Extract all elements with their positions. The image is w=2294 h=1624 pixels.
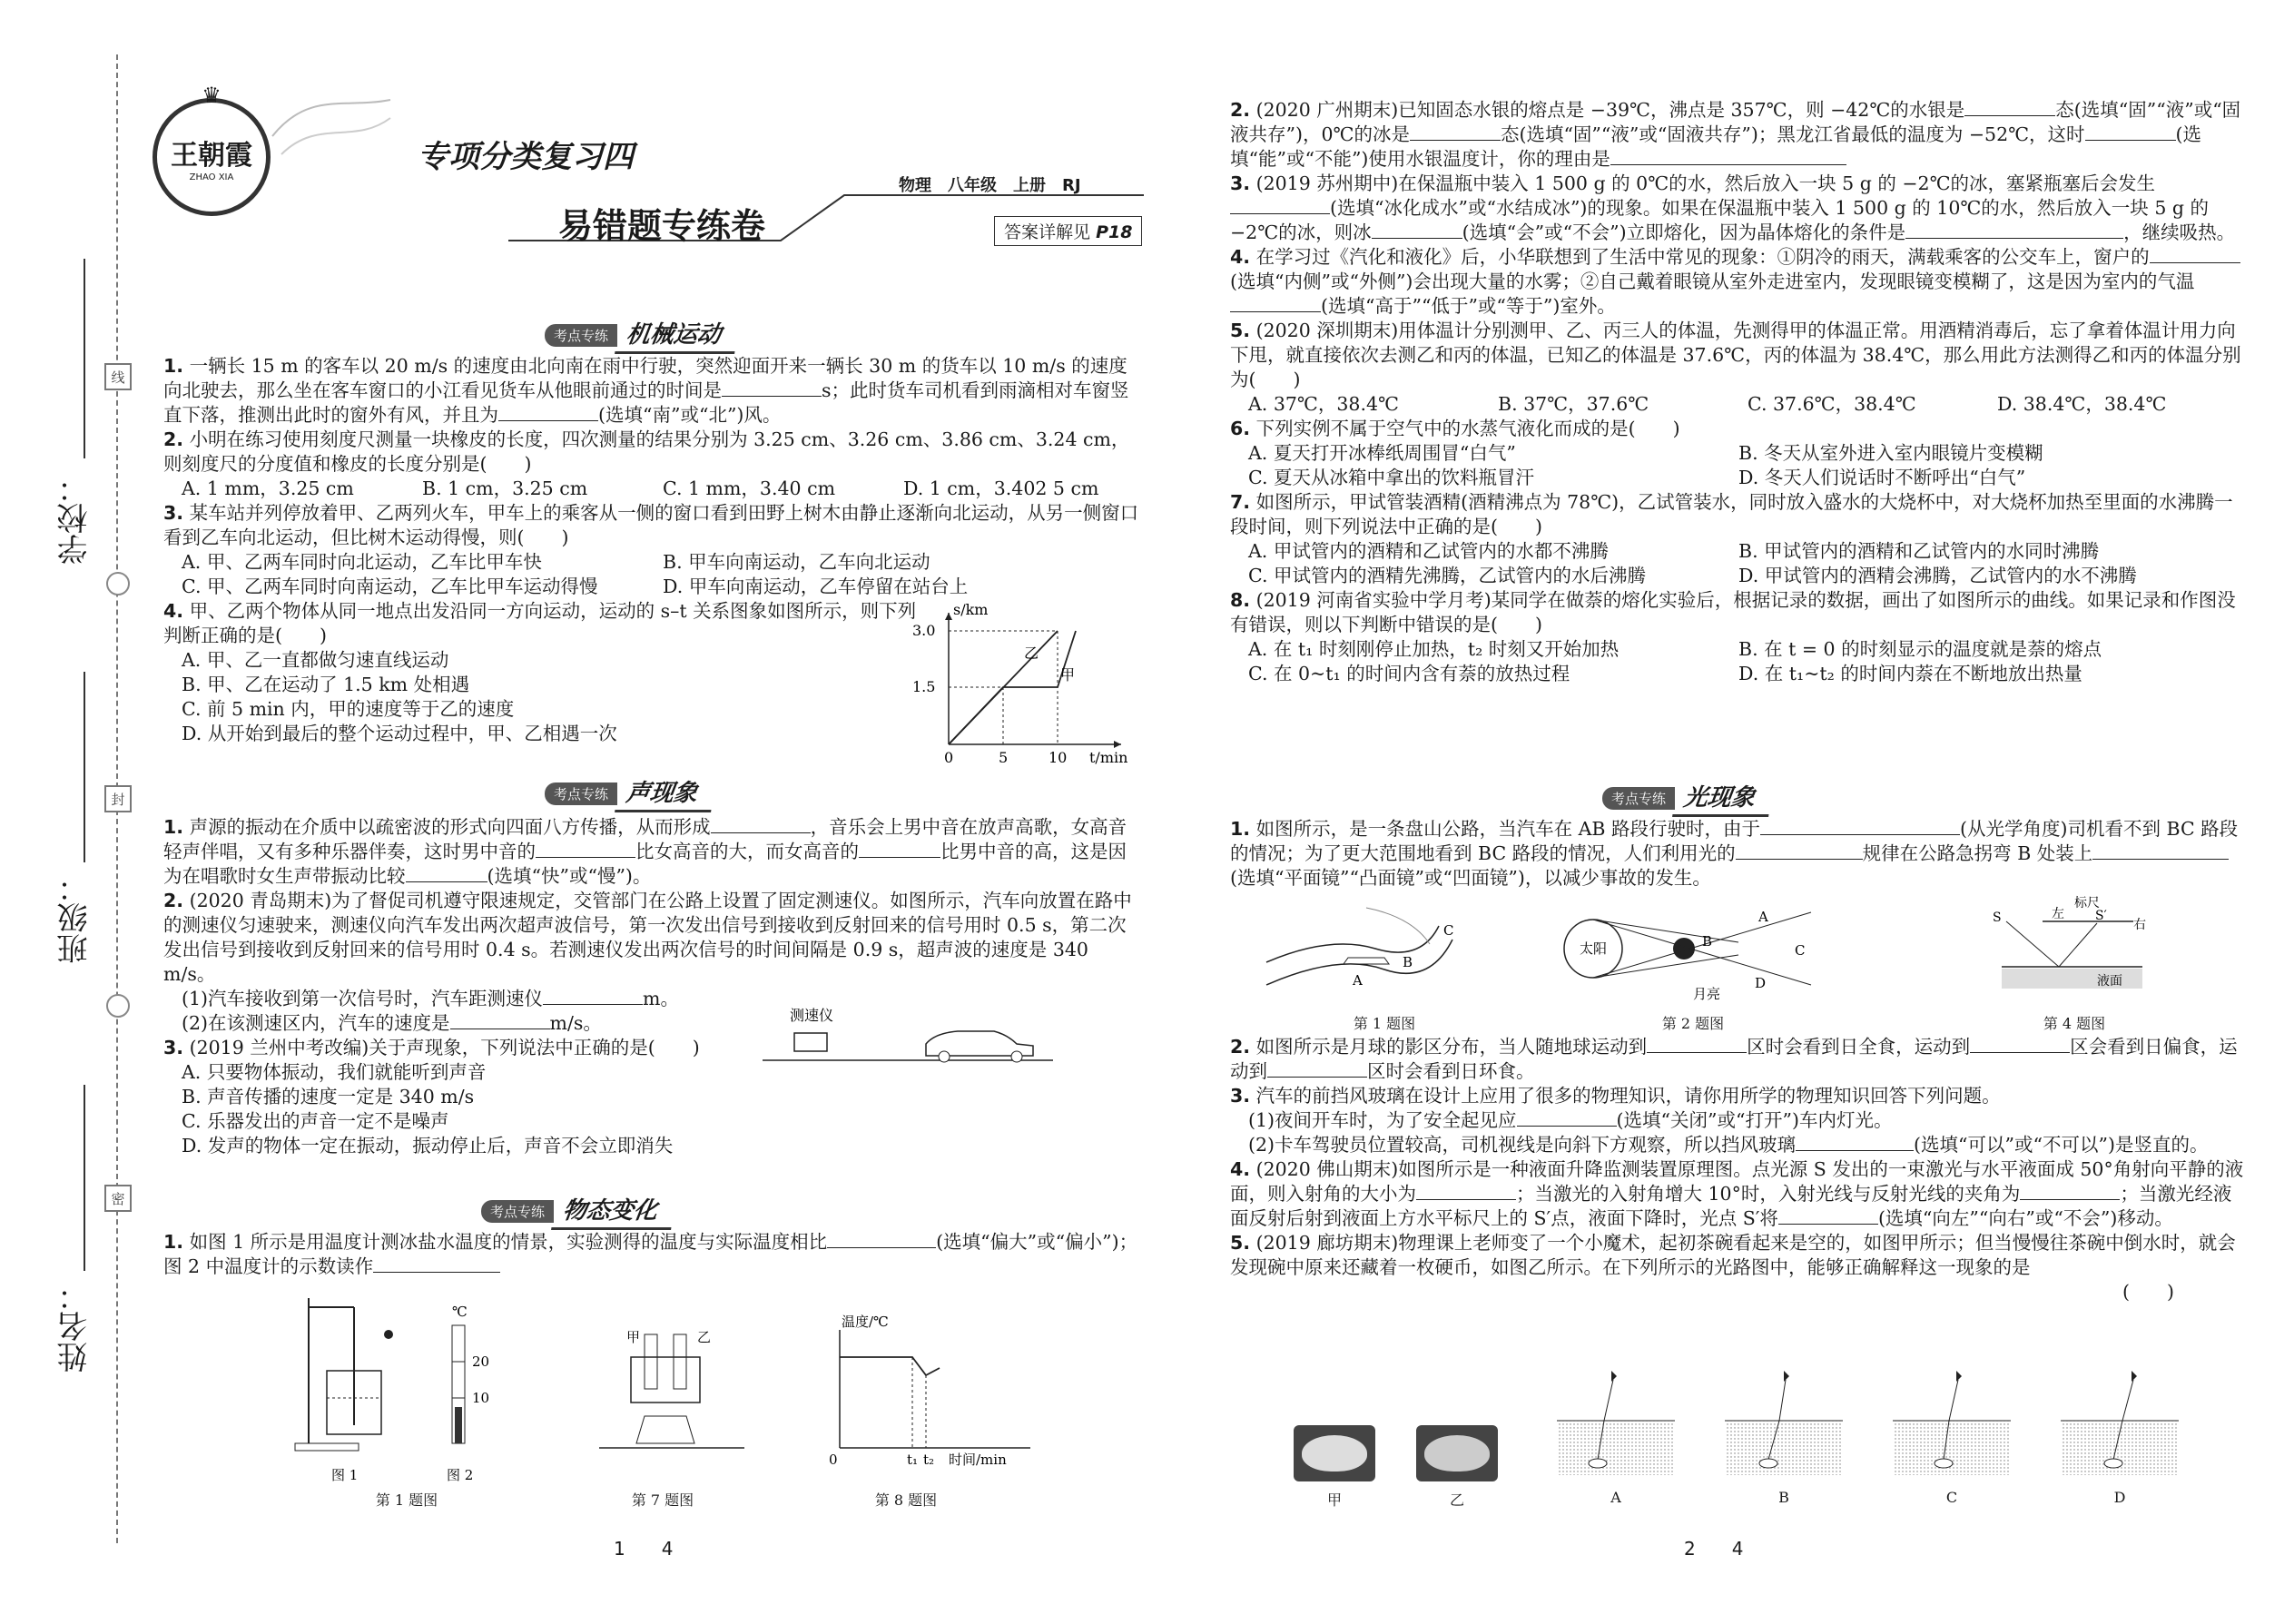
question-text: (2020 广州期末)已知固态水银的熔点是 −39℃，沸点是 357℃，则 −42℃的水银是 — [1255, 99, 1965, 121]
tick-label: 3.0 — [912, 622, 936, 639]
question-text: (1)汽车接收到第一次信号时，汽车距测速仪 — [182, 988, 544, 1009]
question — [163, 599, 926, 648]
option-label: D — [2113, 1489, 2126, 1506]
question-text: (2020 青岛期末)为了督促司机遵守限速规定，交管部门在公路上设置了固定测速仪。如图所示，汽车向放置在路中的测速仪匀速驶来，测速仪向汽车发出两次超声波信号，第一次发出信号到接收到反射回来的信号用时 0.5 s，第二次发出信号到接收到反射回来的信号用时 0.4 s。若测速仪发出两次信号的时间间隔是 0.9 s，超声波的速度是 340 m/s。 — [163, 890, 1132, 985]
question-text: (选填“快”或“慢”)。 — [487, 865, 652, 887]
question-number: 5. — [1230, 320, 1251, 341]
question-text: (2019 河南省实验中学月考)某同学在做萘的熔化实验后，根据记录的数据，画出了如图所示的曲线。如果记录和作图没有错误，则以下判断中错误的是( ) — [1230, 589, 2236, 635]
binding-margin — [0, 0, 145, 1624]
logo-sub: ZHAO XIA — [189, 172, 234, 182]
ray-diagram-C[interactable] — [1884, 1362, 2020, 1484]
option[interactable]: C. 夏天从冰箱中拿出的饮料瓶冒汗 — [1248, 467, 1534, 488]
question-text: 一辆长 15 m 的客车以 20 m/s 的速度由北向南在雨中行驶，突然迎面开来一辆长 30 m 的货车以 10 m/s 的速度向北驶去，那么坐在客车窗口的小江看见货车从他眼前通过的时间是 — [163, 355, 1127, 401]
option[interactable]: D. 甲试管内的酒精会沸腾，乙试管内的水不沸腾 — [1738, 565, 2137, 586]
source-label: S — [1993, 910, 2002, 925]
question — [163, 1230, 1144, 1279]
answer-blank[interactable] — [1416, 1183, 1516, 1200]
moon-label: 月亮 — [1693, 986, 1721, 1002]
option[interactable]: D. 38.4℃，38.4℃ — [1997, 393, 2167, 415]
options — [163, 477, 1144, 501]
section-tag: 考点专练 — [481, 1200, 554, 1223]
question — [1230, 1231, 2247, 1280]
ruler-label: 标尺 — [2074, 896, 2100, 910]
question-text: 规律在公路急拐弯 B 处装上 — [1862, 842, 2093, 864]
tick-label: t₂ — [923, 1452, 935, 1468]
options — [1230, 392, 2247, 417]
figure-label: 测速仪 — [790, 1007, 834, 1024]
question-text: 比男中音的高，这是因为在唱歌时女生声带振动比较 — [163, 841, 1127, 887]
bowl-jia — [1294, 1425, 1375, 1481]
options — [163, 550, 1144, 599]
sound-questions — [163, 815, 1144, 1158]
class-line[interactable] — [84, 672, 85, 862]
question-text: (2)卡车驾驶员位置较高，司机视线是向斜下方观察，所以挡风玻璃 — [1248, 1134, 1797, 1156]
state-questions — [163, 1230, 1144, 1279]
figure-caption: 第 7 题图 — [631, 1491, 694, 1509]
question-text: 如图 1 所示是用温度计测冰盐水温度的情景，实验测得的温度与实际温度相比 — [189, 1231, 828, 1253]
answer-blank[interactable] — [2150, 246, 2240, 263]
question-number: 4. — [1230, 1158, 1251, 1180]
question-text: (选填“高于”“低于”或“等于”)室外。 — [1321, 295, 1616, 317]
tick-label: 20 — [472, 1353, 490, 1370]
question-number: 2. — [163, 890, 184, 911]
answer-blank[interactable] — [450, 1012, 550, 1029]
question-number: 3. — [1230, 172, 1251, 194]
section-header-state — [481, 1192, 674, 1230]
answer-blank[interactable] — [1736, 842, 1863, 860]
coin-icon — [2104, 1459, 2122, 1468]
seal-mark: 线 — [104, 363, 132, 390]
question-text: 态(选填“固”“液”或“固液共存”)；黑龙江省最低的温度为 −52℃，这时 — [1500, 123, 2085, 145]
option[interactable]: B. 37℃，37.6℃ — [1498, 393, 1649, 415]
crown-icon: ♛ — [202, 83, 222, 108]
class-label: 班级： — [57, 871, 94, 964]
seal-mark: 封 — [104, 785, 132, 812]
question-text: (选填“向左”“向右”或“不会”)移动。 — [1877, 1207, 2173, 1229]
question-number: 2. — [1230, 1036, 1251, 1058]
option[interactable]: A. 甲、乙两车同时向北运动，乙车比甲车快 — [182, 551, 542, 573]
state-questions-cont — [1230, 98, 2247, 686]
answer-ref-page: P18 — [1096, 222, 1133, 242]
school-line[interactable] — [84, 259, 85, 458]
answer-blank[interactable] — [543, 988, 643, 1005]
eye-icon — [1784, 1371, 1789, 1382]
figure-label: 甲 — [1326, 1491, 1342, 1509]
question-text: (选填“冰化成水”或“水结成冰”)的现象。如果在保温瓶中装入 1 500 g 的 10℃的水，然后放入一块 5 g 的 −2℃的冰，则冰 — [1230, 197, 2210, 243]
coin-icon — [1935, 1459, 1953, 1468]
st-graph — [908, 604, 1144, 772]
option[interactable]: B. 冬天从室外进入室内眼镜片变模糊 — [1738, 442, 2043, 464]
question-text: 如图所示，甲试管装酒精(酒精沸点为 78℃)，乙试管装水，同时放入盛水的大烧杯中，对大烧杯加热至里面的水沸腾一段时间，则下列说法中正确的是( ) — [1230, 491, 2233, 537]
question-text: 如图所示，是一条盘山公路，当汽车在 AB 路段行驶时，由于 — [1255, 818, 1760, 840]
question — [1230, 319, 2247, 392]
sub-question — [1230, 1108, 2247, 1133]
question — [1230, 588, 2247, 637]
dir-label: 右 — [2133, 918, 2146, 932]
question-text: (2019 苏州期中)在保温瓶中装入 1 500 g 的 0℃的水，然后放入一块 5 g 的 −2℃的冰，塞紧瓶塞后会发生 — [1255, 172, 2156, 194]
question-text: (选填“关闭”或“打开”)车内灯光。 — [1616, 1109, 1893, 1131]
series-title: 专项分类复习四 — [418, 139, 634, 175]
answer-ref — [994, 216, 1142, 246]
section-header-motion — [545, 316, 737, 354]
question-text: (2019 廊坊期末)物理课上老师变了一个小魔术，起初茶碗看起来是空的，如图甲所示；但当慢慢往茶碗中倒水时，就会发现碗中原来还藏着一枚硬币，如图乙所示。在下列所示的光路图中，能够正确解释这一现象的是 — [1230, 1232, 2236, 1278]
bowl-yi — [1416, 1425, 1498, 1481]
boiling-tubes-figure — [599, 1325, 744, 1471]
series-label: 甲 — [1060, 666, 1076, 684]
answer-blank[interactable] — [1647, 1036, 1747, 1053]
option-label: B — [1778, 1489, 1789, 1506]
binding-hole — [106, 572, 130, 595]
answer-blank[interactable] — [536, 841, 635, 858]
eye-icon — [384, 1330, 393, 1339]
subject-line: 物理 八年级 上册 RJ — [899, 176, 1081, 195]
beaker — [631, 1357, 700, 1403]
question-text: (选填“南”或“北”)风。 — [598, 404, 782, 426]
option[interactable]: B. 甲、乙在运动了 1.5 km 处相遇 — [182, 674, 470, 695]
option[interactable]: D. 在 t₁~t₂ 的时间内萘在不断地放出热量 — [1738, 663, 2082, 684]
option[interactable]: B. 声音传播的速度一定是 340 m/s — [182, 1086, 475, 1107]
answer-blank[interactable] — [1372, 221, 1462, 239]
question — [163, 889, 1144, 987]
question-text: 甲、乙两个物体从同一地点出发沿同一方向运动，运动的 s–t 关系图象如图所示，则下列判断正确的是( ) — [163, 600, 917, 646]
figure-caption: 第 4 题图 — [2043, 1015, 2106, 1032]
answer-blank[interactable] — [1796, 1134, 1914, 1151]
section-title: 物态变化 — [551, 1192, 676, 1230]
zone-label: C — [1795, 942, 1806, 959]
school-label: 学校： — [57, 472, 94, 565]
answer-blank[interactable] — [1410, 123, 1501, 141]
answer-blank[interactable] — [1610, 148, 1846, 165]
option[interactable]: D. 发声的物体一定在振动，振动停止后，声音不会立即消失 — [182, 1135, 674, 1156]
dir-label: 左 — [2052, 907, 2064, 921]
question-text: (1)夜间开车时，为了安全起见应 — [1248, 1109, 1517, 1131]
option[interactable]: A. 甲、乙一直都做匀速直线运动 — [182, 649, 449, 671]
question — [1230, 1157, 2247, 1231]
question-text: m/s。 — [549, 1012, 602, 1034]
figure-label: 图 1 — [331, 1467, 359, 1483]
options — [163, 1060, 1144, 1158]
answer-blank[interactable] — [1517, 1109, 1617, 1127]
light-questions — [1230, 817, 2247, 891]
sun-label: 太阳 — [1580, 940, 1608, 957]
question-text: (2019 兰州中考改编)关于声现象，下列说法中正确的是( ) — [189, 1037, 700, 1058]
question — [1230, 490, 2247, 539]
answer-blank[interactable] — [859, 841, 940, 858]
option[interactable]: C. 前 5 min 内，甲的速度等于乙的速度 — [182, 698, 515, 720]
speed-camera-figure — [763, 1006, 1053, 1069]
question — [1230, 417, 2247, 441]
tick-label: 10 — [472, 1390, 490, 1406]
question-number: 1. — [1230, 818, 1251, 840]
question-text: ，音乐会上男中音在放声高歌，女高音轻声伴唱，又有多种乐器伴奏，这时男中音的 — [163, 816, 1127, 862]
unit-label: ℃ — [452, 1304, 468, 1320]
option[interactable]: C. 甲试管内的酒精先沸腾，乙试管内的水后沸腾 — [1248, 565, 1646, 586]
question-text: (2020 深圳期末)用体温计分别测甲、乙、丙三人的体温，先测得甲的体温正常。用酒精消毒后，忘了拿着体温计用力向下甩，就直接依次去测乙和丙的体温，已知乙的体温是 37.6℃，丙的体温为 38.4℃，那么用此方法测得乙和丙的体温分别为( ) — [1230, 320, 2241, 390]
option[interactable]: D. 甲车向南运动，乙车停留在站台上 — [663, 576, 969, 597]
figure-label: 乙 — [1449, 1491, 1464, 1509]
question-number: 3. — [1230, 1085, 1251, 1107]
ribbon-decoration — [263, 82, 399, 182]
answer-blank[interactable] — [2085, 123, 2176, 141]
answer-blank[interactable] — [1970, 1036, 2070, 1053]
test-tube — [645, 1334, 657, 1389]
sub-question — [1230, 1133, 2247, 1157]
question-text: (选填“平面镜”“凸面镜”或“凹面镜”)，以减少事故的发生。 — [1230, 867, 1711, 889]
question-number: 2. — [163, 428, 184, 450]
question — [1230, 172, 2247, 245]
spot-label: S′ — [2095, 909, 2107, 923]
section-tag: 考点专练 — [545, 782, 617, 805]
question — [1230, 1084, 2247, 1108]
ray-diagram-A[interactable] — [1548, 1362, 1684, 1484]
answer-blank[interactable] — [498, 404, 598, 421]
answer-blank[interactable] — [2092, 842, 2229, 860]
option[interactable]: B. 1 cm，3.25 cm — [422, 477, 588, 499]
question — [1230, 98, 2247, 172]
question — [163, 428, 1144, 477]
option[interactable]: A. 1 mm，3.25 cm — [182, 477, 354, 499]
ray-diagram-D[interactable] — [2052, 1362, 2188, 1484]
right-page — [1148, 0, 2294, 1624]
question-text: 小明在练习使用刻度尺测量一块橡皮的长度，四次测量的结果分别为 3.25 cm、3.26 cm、3.86 cm、3.24 cm，则刻度尺的分度值和橡皮的长度分别是( ) — [163, 428, 1130, 475]
question-text: 在学习过《汽化和液化》后，小华联想到了生活中常见的现象：①阴冷的雨天，满载乘客的公交车上，窗户的 — [1255, 246, 2150, 268]
question-text: 区会看到日偏食，运动到 — [1230, 1036, 2238, 1082]
answer-blank[interactable] — [1778, 1207, 1878, 1225]
question-number: 1. — [163, 816, 184, 838]
question-text: (选填“可以”或“不可以”)是竖直的。 — [1914, 1134, 2209, 1156]
figure-label: 图 2 — [447, 1467, 474, 1483]
question-text: 区时会看到日环食。 — [1367, 1060, 1535, 1082]
tick-label: 10 — [1049, 749, 1068, 766]
paper-title: 易错题专练卷 — [558, 205, 766, 246]
question-number: 6. — [1230, 418, 1251, 439]
question-number: 1. — [163, 1231, 184, 1253]
axis-label: t/min — [1089, 749, 1128, 766]
question-number: 4. — [1230, 246, 1251, 268]
binding-hole — [106, 994, 130, 1018]
option[interactable]: B. 甲车向南运动，乙车向北运动 — [663, 551, 930, 573]
question-number: 3. — [163, 502, 184, 524]
eye-icon — [2132, 1371, 2137, 1382]
option-label: C — [1945, 1489, 1958, 1506]
question — [1230, 817, 2247, 891]
figure-caption: 第 2 题图 — [1661, 1015, 1725, 1032]
temperature-curve — [840, 1357, 940, 1375]
question — [1230, 245, 2247, 319]
mountain-road-figure — [1257, 899, 1475, 1008]
figure-caption: 第 1 题图 — [1353, 1015, 1416, 1032]
question-text: 汽车的前挡风玻璃在设计上应用了很多的物理知识，请你用所学的物理知识回答下列问题。 — [1255, 1085, 2001, 1107]
question-text: 态(选填“固”“液”或“固液共存”)，0℃的冰是 — [1230, 99, 2241, 145]
question-text: (选填“内侧”或“外侧”)会出现大量的水雾；②自己戴着眼镜从室外走进室内，发现眼镜变模糊了，这是因为室内的气温 — [1230, 271, 2195, 292]
question-text: ；当激光的入射角增大 10°时，入射光线与反射光线的夹角为 — [1516, 1183, 2021, 1205]
question-text: (选填“能”或“不能”)使用水银温度计，你的理由是 — [1230, 123, 2202, 170]
option[interactable]: D. 从开始到最后的整个运动过程中，甲、乙相遇一次 — [182, 723, 617, 744]
zone-label: A — [1758, 909, 1768, 925]
question-number: 2. — [1230, 99, 1251, 121]
option[interactable]: A. 只要物体振动，我们就能听到声音 — [182, 1061, 487, 1083]
axis-label: 时间/min — [949, 1452, 1007, 1468]
options — [1230, 637, 2247, 686]
question-number: 3. — [163, 1037, 184, 1058]
axis-label: 温度/℃ — [842, 1314, 889, 1330]
answer-blank[interactable] — [1964, 99, 2055, 116]
question-text: ；当激光经液面反射后射到液面上方水平标尺上的 S′点，液面下降时，光点 S′将 — [1230, 1183, 2232, 1229]
test-tube — [674, 1334, 686, 1389]
eclipse-figure — [1557, 899, 1820, 1008]
section-tag: 考点专练 — [545, 324, 617, 347]
section-title: 光现象 — [1672, 779, 1774, 817]
options — [1230, 539, 2247, 588]
section-tag: 考点专练 — [1602, 787, 1675, 810]
question-text: m。 — [643, 988, 679, 1009]
tick-label: 5 — [999, 749, 1009, 766]
name-line[interactable] — [84, 1085, 85, 1271]
option[interactable]: A. 37℃，38.4℃ — [1248, 393, 1399, 415]
question — [1230, 1035, 2247, 1084]
zone-label: D — [1755, 975, 1767, 991]
question-text: 下列实例不属于空气中的水蒸气液化而成的是( ) — [1255, 418, 1680, 439]
liquid-level-figure — [1988, 894, 2151, 1003]
question — [163, 354, 1144, 428]
ray-diagram-B[interactable] — [1716, 1362, 1852, 1484]
section-header-sound — [545, 774, 714, 812]
question-text: ，继续吸热。 — [2123, 221, 2236, 243]
option[interactable]: C. 乐器发出的声音一定不是噪声 — [182, 1110, 449, 1132]
question-text: 某车站并列停放着甲、乙两列火车，甲车上的乘客从一侧的窗口看到田野上树木由静止逐渐向北运动，从另一侧窗口看到乙车向北运动，但比树木运动得慢，则( ) — [163, 502, 1139, 548]
option[interactable]: C. 在 0~t₁ 的时间内含有萘的放热过程 — [1248, 663, 1570, 684]
answer-blank[interactable] — [1267, 1060, 1367, 1078]
liquid-label: 液面 — [2097, 974, 2122, 989]
page-number: 1 4 — [614, 1538, 674, 1560]
logo — [153, 83, 271, 216]
option[interactable]: B. 在 t = 0 的时刻显示的温度就是萘的熔点 — [1738, 638, 2102, 660]
option[interactable]: A. 甲试管内的酒精和乙试管内的水都不沸腾 — [1248, 540, 1609, 562]
figure-caption: 第 1 题图 — [375, 1491, 438, 1509]
option[interactable]: A. 在 t₁ 时刻刚停止加热，t₂ 时刻又开始加热 — [1248, 638, 1620, 660]
question-text: 如图所示是月球的影区分布，当人随地球运动到 — [1255, 1036, 1648, 1058]
point-label: B — [1403, 954, 1413, 970]
zone-label: B — [1702, 933, 1713, 950]
question-number: 1. — [163, 355, 184, 377]
melting-curve-figure — [812, 1312, 1049, 1475]
question — [163, 501, 1144, 550]
question — [163, 815, 1144, 889]
thermometer-figures — [290, 1280, 527, 1498]
question-text: (选填“偏大”或“偏小”)；图 2 中温度计的示数读作 — [163, 1231, 1138, 1277]
logo-text: 王朝霞 — [171, 139, 252, 172]
page-number: 2 4 — [1684, 1538, 1744, 1560]
answer-blank[interactable] — [1230, 197, 1330, 214]
question-text: (从光学角度)司机看不到 BC 路段的情况；为了更大范围地看到 BC 路段的情况，人们利用光的 — [1230, 818, 2239, 864]
tick-label: 0 — [829, 1452, 838, 1468]
option[interactable]: C. 1 mm，3.40 cm — [663, 477, 836, 499]
label: 甲 — [626, 1329, 641, 1345]
option[interactable]: D. 1 cm，3.402 5 cm — [903, 477, 1099, 499]
axis-label: s/km — [953, 604, 989, 618]
tick-label: 0 — [944, 749, 954, 766]
light-questions-cont — [1230, 1035, 2247, 1304]
option-label: A — [1610, 1489, 1621, 1506]
question-text: 声源的振动在介质中以疏密波的形式向四面八方传播，从而形成 — [189, 816, 711, 838]
car-icon — [1344, 958, 1389, 964]
question-number: 7. — [1230, 491, 1251, 513]
question-number: 5. — [1230, 1232, 1251, 1254]
option[interactable]: B. 甲试管内的酒精和乙试管内的水同时沸腾 — [1738, 540, 2100, 562]
answer-blank[interactable] — [2020, 1183, 2120, 1200]
eye-icon — [1611, 1371, 1617, 1382]
question-text: 区时会看到日全食，运动到 — [1747, 1036, 1971, 1058]
coin-icon — [1589, 1459, 1607, 1468]
answer-blank[interactable] — [1760, 818, 1960, 835]
question-text: s；此时货车司机看到雨滴相对车窗竖直下落，推测出此时的窗外有风，并且为 — [163, 379, 1129, 426]
options — [1230, 441, 2247, 490]
seal-mark: 密 — [104, 1185, 132, 1212]
question-text: 比女高音的大，而女高音的 — [635, 841, 859, 862]
answer-blank[interactable] — [1905, 221, 2123, 239]
answer-ref-prefix: 答案详解见 — [1004, 222, 1091, 242]
section-title: 声现象 — [615, 774, 716, 812]
tick-label: 1.5 — [912, 678, 936, 695]
label: 乙 — [697, 1329, 712, 1345]
answer-blank[interactable] — [373, 1255, 500, 1273]
figure-caption: 第 8 题图 — [874, 1491, 938, 1509]
question-number: 8. — [1230, 589, 1251, 611]
section-title: 机械运动 — [615, 316, 740, 354]
option[interactable]: C. 37.6℃，38.4℃ — [1748, 393, 1916, 415]
question-text: (选填“会”或“不会”)立即熔化，因为晶体熔化的条件是 — [1462, 221, 1906, 243]
speed-camera — [794, 1033, 827, 1051]
question-text: (2020 佛山期末)如图所示是一种液面升降监测装置原理图。点光源 S 发出的一束激光与水平液面成 50°角射向平静的液面，则入射角的大小为 — [1230, 1158, 2244, 1205]
coin-icon — [1759, 1459, 1777, 1468]
question-number: 4. — [163, 600, 184, 622]
option[interactable]: D. 冬天人们说话时不断呼出“白气” — [1738, 467, 2026, 488]
answer-blank[interactable] — [827, 1231, 936, 1248]
answer-blank[interactable] — [722, 379, 822, 397]
name-label: 姓名： — [57, 1280, 94, 1373]
option[interactable]: A. 夏天打开冰棒纸周围冒“白气” — [1248, 442, 1516, 464]
point-label: A — [1353, 972, 1363, 989]
point-label: C — [1443, 922, 1454, 939]
answer-blank[interactable] — [1230, 295, 1321, 312]
option[interactable]: C. 甲、乙两车同时向南运动，乙车比甲车运动得慢 — [182, 576, 598, 597]
tick-label: t₁ — [907, 1452, 919, 1468]
eye-icon — [1956, 1371, 1962, 1382]
section-header-light — [1602, 779, 1771, 817]
answer-blank[interactable] — [711, 816, 811, 833]
question-text: (2)在该测速区内，汽车的速度是 — [182, 1012, 450, 1034]
series-label: 乙 — [1024, 645, 1039, 662]
answer-blank[interactable] — [406, 865, 487, 882]
answer-bracket[interactable]: ( ) — [2122, 1281, 2174, 1303]
